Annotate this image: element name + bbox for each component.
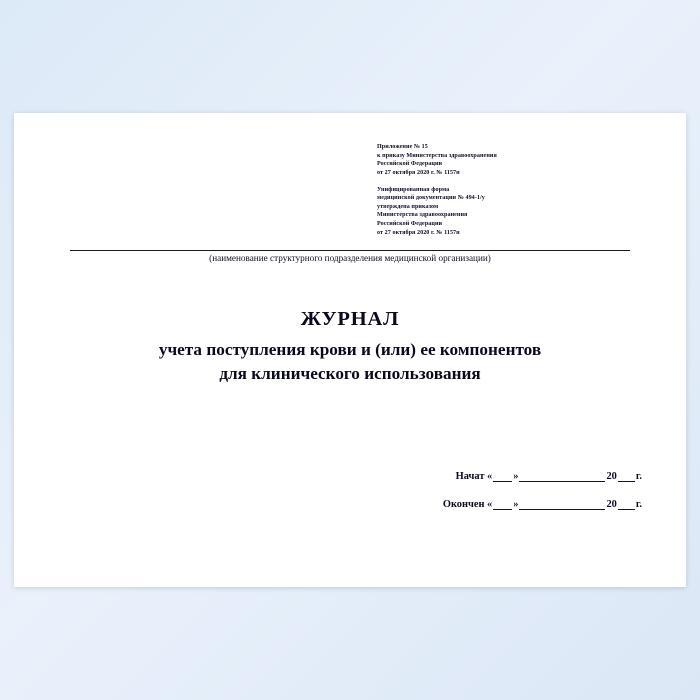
stamp-line: медицинской документации № 494-1/у — [377, 195, 485, 202]
stamp-group-unified-form — [377, 186, 637, 238]
started-year-blank — [618, 472, 635, 482]
finished-year-suffix: г. — [635, 499, 642, 510]
organization-name-field — [70, 250, 630, 263]
quote-open: « — [487, 471, 493, 482]
organization-name-caption: (наименование структурного подразделения медицинской организации) — [209, 253, 491, 263]
finished-year-blank — [618, 500, 635, 510]
form-approval-stamp — [377, 143, 637, 237]
page-title: ЖУРНАЛ — [300, 308, 400, 330]
quote-open: « — [487, 499, 493, 510]
stamp-line: от 27 октября 2020 г. № 1157н — [377, 169, 460, 176]
stamp-line: Российской Федерации — [377, 221, 443, 228]
stamp-line: Приложение № 15 — [377, 144, 428, 150]
finished-label: Окончен — [442, 499, 485, 510]
stamp-line: от 27 октября 2020 г. № 1157н — [377, 229, 460, 236]
started-year-suffix: г. — [635, 471, 642, 482]
title-subline-2: для клинического использования — [219, 364, 481, 383]
page-content — [14, 113, 686, 587]
finished-month-blank — [519, 500, 605, 510]
finished-date-row — [312, 499, 642, 510]
stamp-group-appendix — [377, 143, 637, 178]
finished-day-blank — [493, 500, 512, 510]
started-year-prefix: 20 — [606, 471, 617, 482]
organization-name-rule — [70, 250, 630, 251]
document-page — [14, 113, 686, 587]
title-subline-1: учета поступления крови и (или) ее компонентов — [158, 340, 542, 359]
date-fields — [312, 471, 642, 510]
started-label: Начат — [455, 471, 485, 482]
stamp-line: утверждена приказом — [377, 203, 439, 210]
quote-close: » — [513, 471, 519, 482]
document-title — [54, 308, 646, 384]
started-date-row — [312, 471, 642, 482]
stamp-line: Министерства здравоохранения — [377, 212, 468, 219]
stamp-line: Унифицированная форма — [377, 186, 450, 193]
stamp-line: Российской Федерации — [377, 161, 443, 168]
started-month-blank — [519, 472, 605, 482]
started-day-blank — [493, 472, 512, 482]
stamp-line: к приказу Министерства здравоохранения — [377, 152, 497, 159]
finished-year-prefix: 20 — [606, 499, 617, 510]
quote-close: » — [513, 499, 519, 510]
